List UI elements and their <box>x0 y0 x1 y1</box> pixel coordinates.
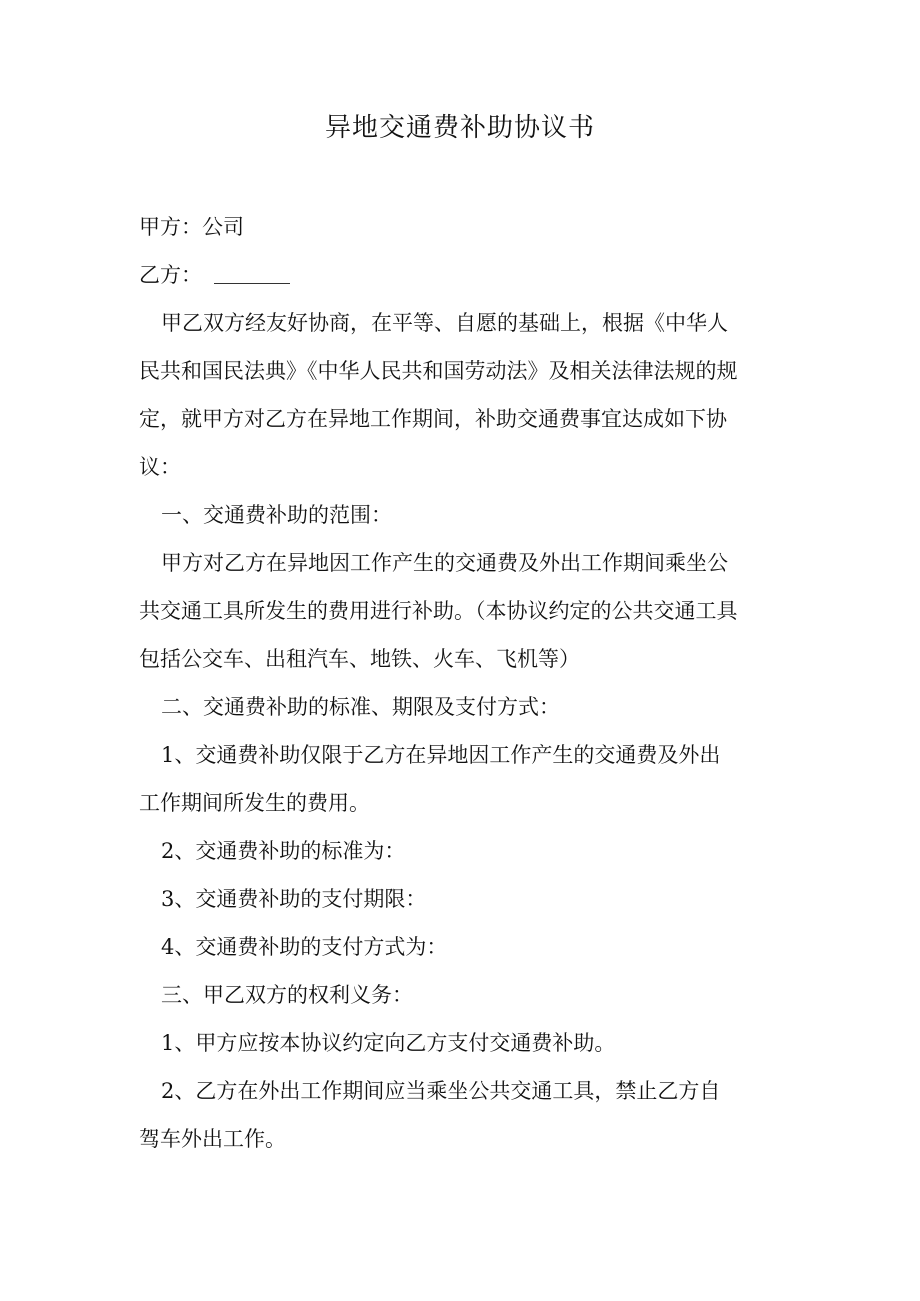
section-heading-3: 三、甲乙双方的权利义务： <box>161 983 413 1007</box>
clause-2-4: 4、交通费补助的支付方式为： <box>161 935 448 959</box>
section-heading-1: 一、交通费补助的范围： <box>161 503 392 527</box>
paragraph-intro: 甲乙双方经友好协商，在平等、自愿的基础上，根据《中华人民共和国民法典》《中华人民共和国劳动法》及相关法律法规的规定，就甲方对乙方在异地工作期间，补助交通费事宜达成如下协议： <box>139 311 738 479</box>
clause-2-3: 3、交通费补助的支付期限： <box>161 887 427 911</box>
document-title: 异地交通费补助协议书 <box>324 113 595 143</box>
clause-3-1: 1、甲方应按本协议约定向乙方支付交通费补助。 <box>161 1031 616 1055</box>
party-b-line <box>139 251 739 299</box>
party-a-line: 甲方：公司 <box>139 215 244 239</box>
section-heading-2: 二、交通费补助的标准、期限及支付方式： <box>161 695 560 719</box>
clause-3-2: 2、乙方在外出工作期间应当乘坐公共交通工具，禁止乙方自驾车外出工作。 <box>139 1079 721 1151</box>
document-body <box>139 203 739 1163</box>
clause-2-2: 2、交通费补助的标准为： <box>161 839 406 863</box>
party-b-blank <box>214 259 290 284</box>
clause-2-1: 1、交通费补助仅限于乙方在异地因工作产生的交通费及外出工作期间所发生的费用。 <box>139 743 721 815</box>
party-b-label: 乙方： <box>139 263 202 287</box>
paragraph-scope: 甲方对乙方在异地因工作产生的交通费及外出工作期间乘坐公共交通工具所发生的费用进行补助。（本协议约定的公共交通工具包括公交车、出租汽车、地铁、火车、飞机等） <box>139 551 738 671</box>
